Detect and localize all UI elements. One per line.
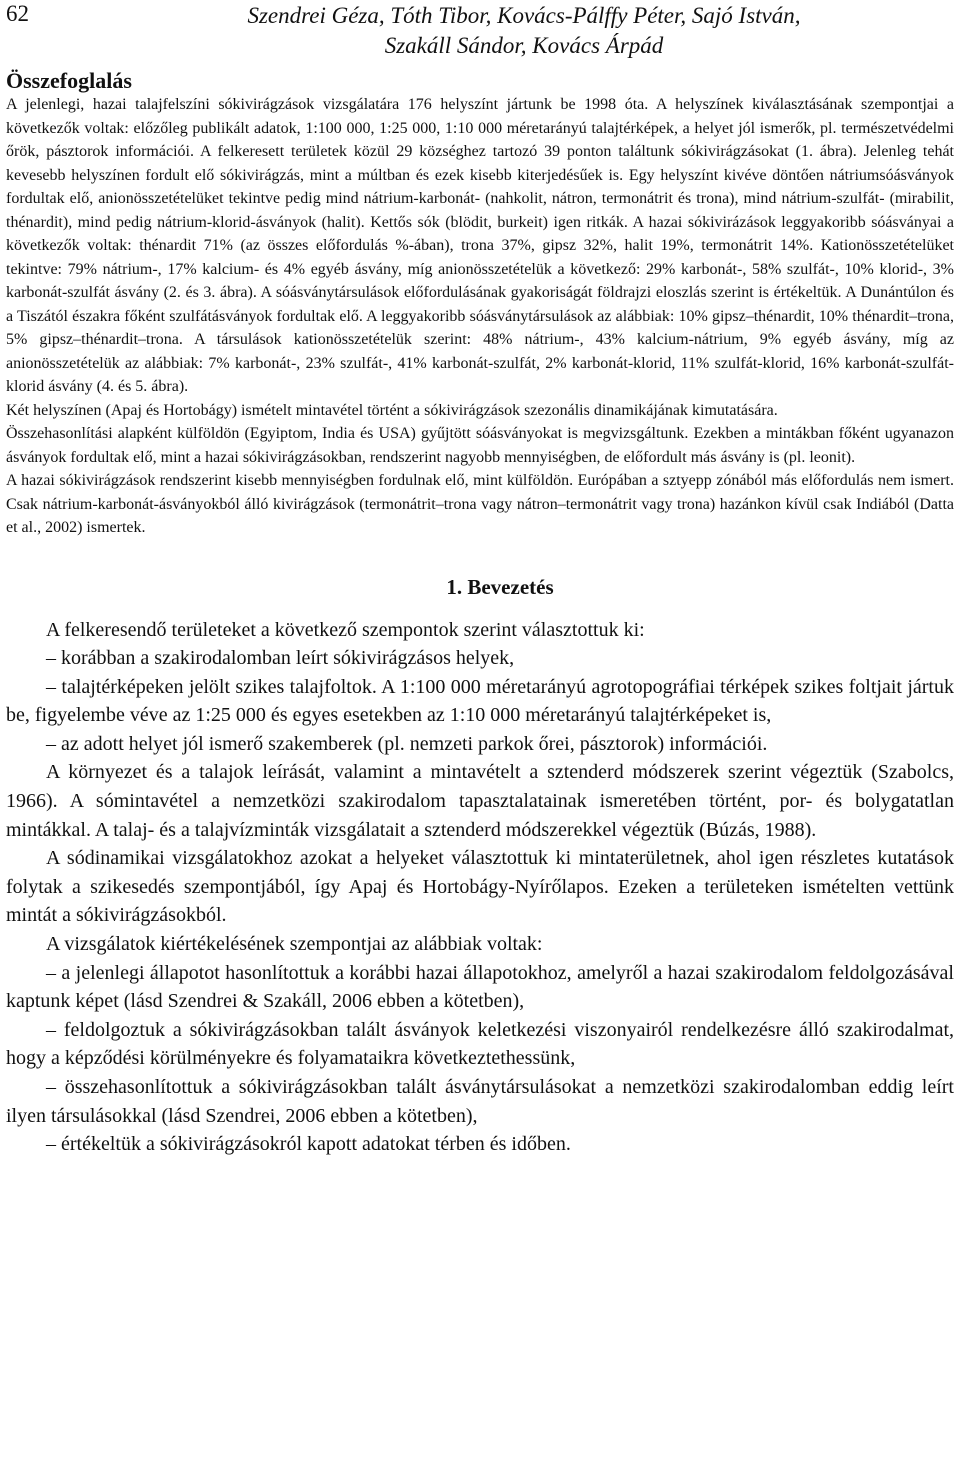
page-header <box>6 0 954 68</box>
summary-paragraph-3: Összehasonlítási alapként külföldön (Egyiptom, India és USA) gyűjtött sóásványokat is megvizsgáltunk. Ezekben a mintákban főként ugyanazon ásványok fordultak elő, mint a hazai sókivirágzásokban, rendszerint nagyobb mennyiségben, de előfordult más ásvány is (pl. leonit). <box>6 425 954 466</box>
author-line-1: Szendrei Géza, Tóth Tibor, Kovács-Pálffy Péter, Sajó István, <box>247 3 801 28</box>
summary-section <box>6 68 954 540</box>
intro-paragraph: A környezet és a talajok leírását, valamint a mintavételt a sztenderd módszerek szerint végeztük (Szabolcs, 1966). A sómintavétel a nemzetközi szakirodalom tapasztalatainak ismeretében történt, por- és bolygatatlan mintákkal. A talaj- és a talajvízminták vizsgálatait a sztenderd módszerekkel végeztük (Búzás, 1988). <box>6 761 954 841</box>
intro-list-item: – az adott helyet jól ismerő szakemberek (pl. nemzeti parkok őrei, pásztorok) információi. <box>46 732 768 755</box>
intro-list-item: – értékeltük a sókivirágzásokról kapott adatokat térben és időben. <box>46 1133 571 1156</box>
intro-paragraph: A vizsgálatok kiértékelésének szempontjai az alábbiak voltak: <box>46 933 543 956</box>
summary-paragraph-1: A jelenlegi, hazai talajfelszíni sókivirágzások vizsgálatára 176 helyszínt jártunk be 1998 óta. A helyszínek kiválasztásának szempontjai a következők voltak: előzőleg publikált adatok, 1:100 000, 1:25 000, 1:10 000 méretarányú talajtérképek, a helyet jól ismerők, pl. természetvédelmi őrök, pásztorok információi. A felkeresett területek közül 29 községhez tartozó 39 ponton találtunk sókivirágzásokat (1. ábra). Jelenleg tehát kevesebb helyszínen fordult elő sókivirágzás, mint a múltban és ezek kisebb kiterjedésűek is. Egy helyszínt kivéve döntően nátriumsóásványok fordultak elő, anionösszetételüket tekintve pedig mind nátrium-karbonát- (nahkolit, nátron, termonátrit és trona), mind nátrium-szulfát- (mirabilit, thénardit), mind pedig nátrium-klorid-ásványok (halit). Kettős sók (blödit, burkeit) igen ritkák. A hazai sókivirázások leggyakoribb sóásványai a következők voltak: thénardit 71% (az összes előfordulás %-ában), trona 37%, gipsz 32%, halit 19%, termonátrit 14%. Kationösszetételüket tekintve: 79% nátrium-, 17% kalcium- és 4% egyéb ásvány, míg anionösszetételük a következő: 29% karbonát-, 58% szulfát-, 10% klorid-, 3% karbonát-szulfát ásvány (2. és 3. ábra). A sóásványtársulások előfordulásának gyakoriságát földrajzi eloszlás szerint is értékeltük. A Dunántúlon és a Tiszától északra főként szulfátásványok fordultak elő. A leggyakoribb sóásványtársulások az alábbiak: 10% gipsz–thénardit, 10% thénardit–trona, 5% gipsz–thénardit–trona. A társulások kationösszetételük szerint: 48% nátrium-, 43% kalcium-nátrium, 9% egyéb ásvány, míg az anionösszetételük az alábbiak: 7% karbonát-, 23% szulfát-, 41% karbonát-szulfát, 2% karbonát-klorid, 11% szulfát-klorid, 16% karbonát-szulfát-klorid ásvány (4. és 5. ábra). <box>6 96 954 395</box>
intro-paragraph: A sódinamikai vizsgálatokhoz azokat a helyeket választottuk ki mintaterületnek, ahol igen részletes kutatások folytak a szikesedés szempontjából, így Apaj és Hortobágy-Nyírőlapos. Ezeken a területeken ismételten vettünk mintát a sókivirágzásokból. <box>6 847 954 927</box>
intro-paragraph: A felkeresendő területeket a következő szempontok szerint választottuk ki: <box>46 618 645 641</box>
intro-list-item: – összehasonlítottuk a sókivirágzásokban talált ásványtársulásokat a nemzetközi szakirodalomban eddig leírt ilyen társulásokkal (lásd Szendrei, 2006 ebben a kötetben), <box>6 1076 954 1127</box>
page-number: 62 <box>6 1 29 26</box>
author-line-2: Szakáll Sándor, Kovács Árpád <box>384 33 664 58</box>
author-list <box>94 1 954 61</box>
intro-list-item: – feldolgoztuk a sókivirágzásokban talált ásványok keletkezési viszonyairól rendelkezésre álló szakirodalmat, hogy a képződési körülményekre és folyamataikra következtethessünk, <box>6 1018 954 1070</box>
intro-list-item: – talajtérképeken jelölt szikes talajfoltok. A 1:100 000 méretarányú agrotopográfiai térképek szikes foltjait jártuk be, figyelembe véve az 1:25 000 és egyes esetekben az 1:10 000 méretarányú talajtérképeket is, <box>6 675 954 727</box>
summary-title: Összefoglalás <box>6 68 132 93</box>
summary-paragraph-4: A hazai sókivirágzások rendszerint kisebb mennyiségben fordulnak elő, mint külföldön. Európában a sztyepp zónából más előfordulás nem ismert. Csak nátrium-karbonát-ásványokból álló kivirágzások (termonátrit–trona vagy nátron–termonátrit vagy trona) hazánkon kívül csak Indiából (Datta et al., 2002) ismertek. <box>6 472 954 536</box>
summary-paragraph-2: Két helyszínen (Apaj és Hortobágy) ismételt mintavétel történt a sókivirágzások szezonális dinamikájának kimutatására. <box>6 401 778 419</box>
section-title: 1. Bevezetés <box>446 574 554 599</box>
intro-list-item: – a jelenlegi állapotot hasonlítottuk a korábbi hazai állapotokhoz, amelyről a hazai szakirodalom feldolgozásával kaptunk képet (lásd Szendrei & Szakáll, 2006 ebben a kötetben), <box>6 961 954 1013</box>
introduction-section <box>6 572 954 1159</box>
intro-list-item: – korábban a szakirodalomban leírt sókivirágzásos helyek, <box>46 647 515 670</box>
document-page <box>6 0 954 1159</box>
